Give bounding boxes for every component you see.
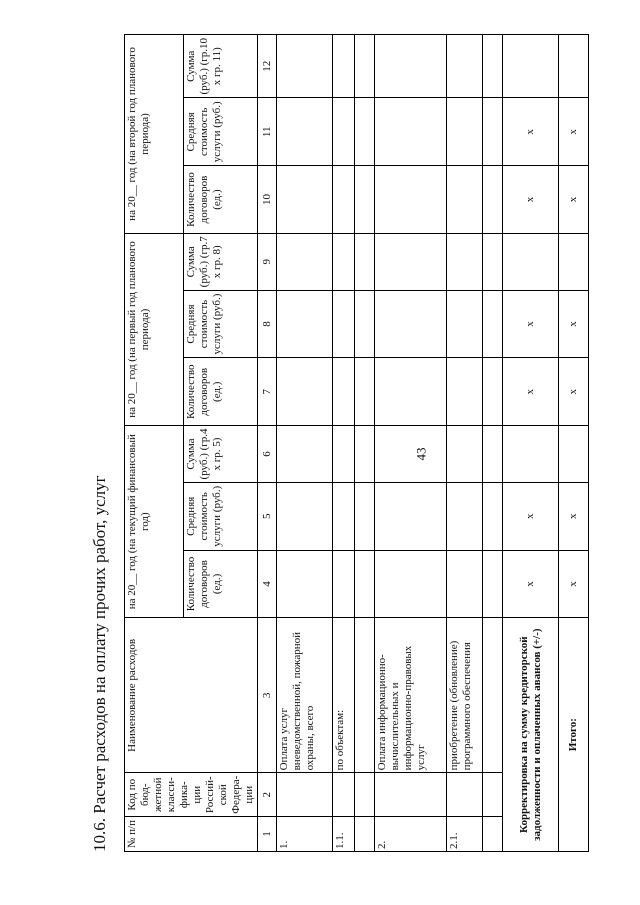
column-number: 2 [258,773,277,817]
column-number: 1 [258,817,277,852]
row-no [483,817,503,852]
column-number: 10 [258,166,277,234]
row-name: Оплата информационно-вычислительных и информационно-правовых услуг [375,618,447,773]
rotated-page [80,32,600,852]
cross-mark: х [559,482,589,550]
header-sum: Сумма (руб.) (гр.4 х гр. 5) [183,426,257,483]
correction-label: Корректировка на сумму кредиторской задолженности и оплаченных авансов (+/-) [503,618,559,852]
row-name: приобретение (обновление) программного обеспечения [447,618,483,773]
cross-mark: х [503,550,559,618]
column-number: 7 [258,358,277,426]
header-price: Средняя стоимость услуги (руб.) [183,290,257,358]
header-code: Код по бюд-жетной класси-фика-ции Россий-ской Федера-ции [125,773,258,817]
row-code [483,773,503,817]
row-no: 1.1. [333,817,355,852]
cross-mark: х [503,482,559,550]
row-name: Оплата услуг вневедомственной, пожарной охраны, всего [277,618,333,773]
cross-mark: х [503,358,559,426]
cross-mark: х [559,290,589,358]
total-label: Итого: [559,618,589,852]
column-number: 11 [258,98,277,166]
header-price: Средняя стоимость услуги (руб.) [183,482,257,550]
header-period-current: на 20__ год (на текущий финансовый год) [125,426,184,618]
cross-mark: х [503,98,559,166]
header-price: Средняя стоимость услуги (руб.) [183,98,257,166]
cross-mark: х [503,166,559,234]
column-number: 5 [258,482,277,550]
expense-table [124,34,589,852]
header-name: Наименование расходов [125,618,258,773]
row-no [355,817,375,852]
header-qty: Количество договоров (ед.) [183,166,257,234]
header-sum: Сумма (руб.) (гр.7 х гр. 8) [183,233,257,290]
cross-mark: х [503,290,559,358]
cross-mark: х [559,166,589,234]
table-row [277,35,333,852]
column-number-row [258,35,277,852]
table-row [375,35,447,852]
row-code [333,773,355,817]
table-row [355,35,375,852]
column-number: 8 [258,290,277,358]
header-qty: Количество договоров (ед.) [183,550,257,618]
header-no: № п/п [125,817,258,852]
header-qty: Количество договоров (ед.) [183,358,257,426]
row-no: 2.1. [447,817,483,852]
row-code [277,773,333,817]
row-code [375,773,447,817]
cross-mark: х [559,550,589,618]
table-row [483,35,503,852]
column-number: 12 [258,35,277,98]
row-no: 2. [375,817,447,852]
table-row [333,35,355,852]
row-code [447,773,483,817]
header-period-second: на 20__ год (на второй год планового периода) [125,35,184,234]
section-title: 10.6. Расчет расходов на оплату прочих работ, услуг [90,475,109,852]
cross-mark: х [559,358,589,426]
column-number: 6 [258,426,277,483]
row-name [355,618,375,773]
column-number: 9 [258,233,277,290]
column-number: 3 [258,618,277,773]
page-number: 43 [413,447,429,461]
column-number: 4 [258,550,277,618]
correction-row [503,35,559,852]
total-row [559,35,589,852]
header-period-first: на 20__ год (на первый год планового периода) [125,233,184,425]
table-row [447,35,483,852]
cross-mark: х [559,98,589,166]
row-code [355,773,375,817]
row-name [483,618,503,773]
row-name: по объектам: [333,618,355,773]
row-no: 1. [277,817,333,852]
header-sum: Сумма (руб.) (гр.10 х гр. 11) [183,35,257,98]
